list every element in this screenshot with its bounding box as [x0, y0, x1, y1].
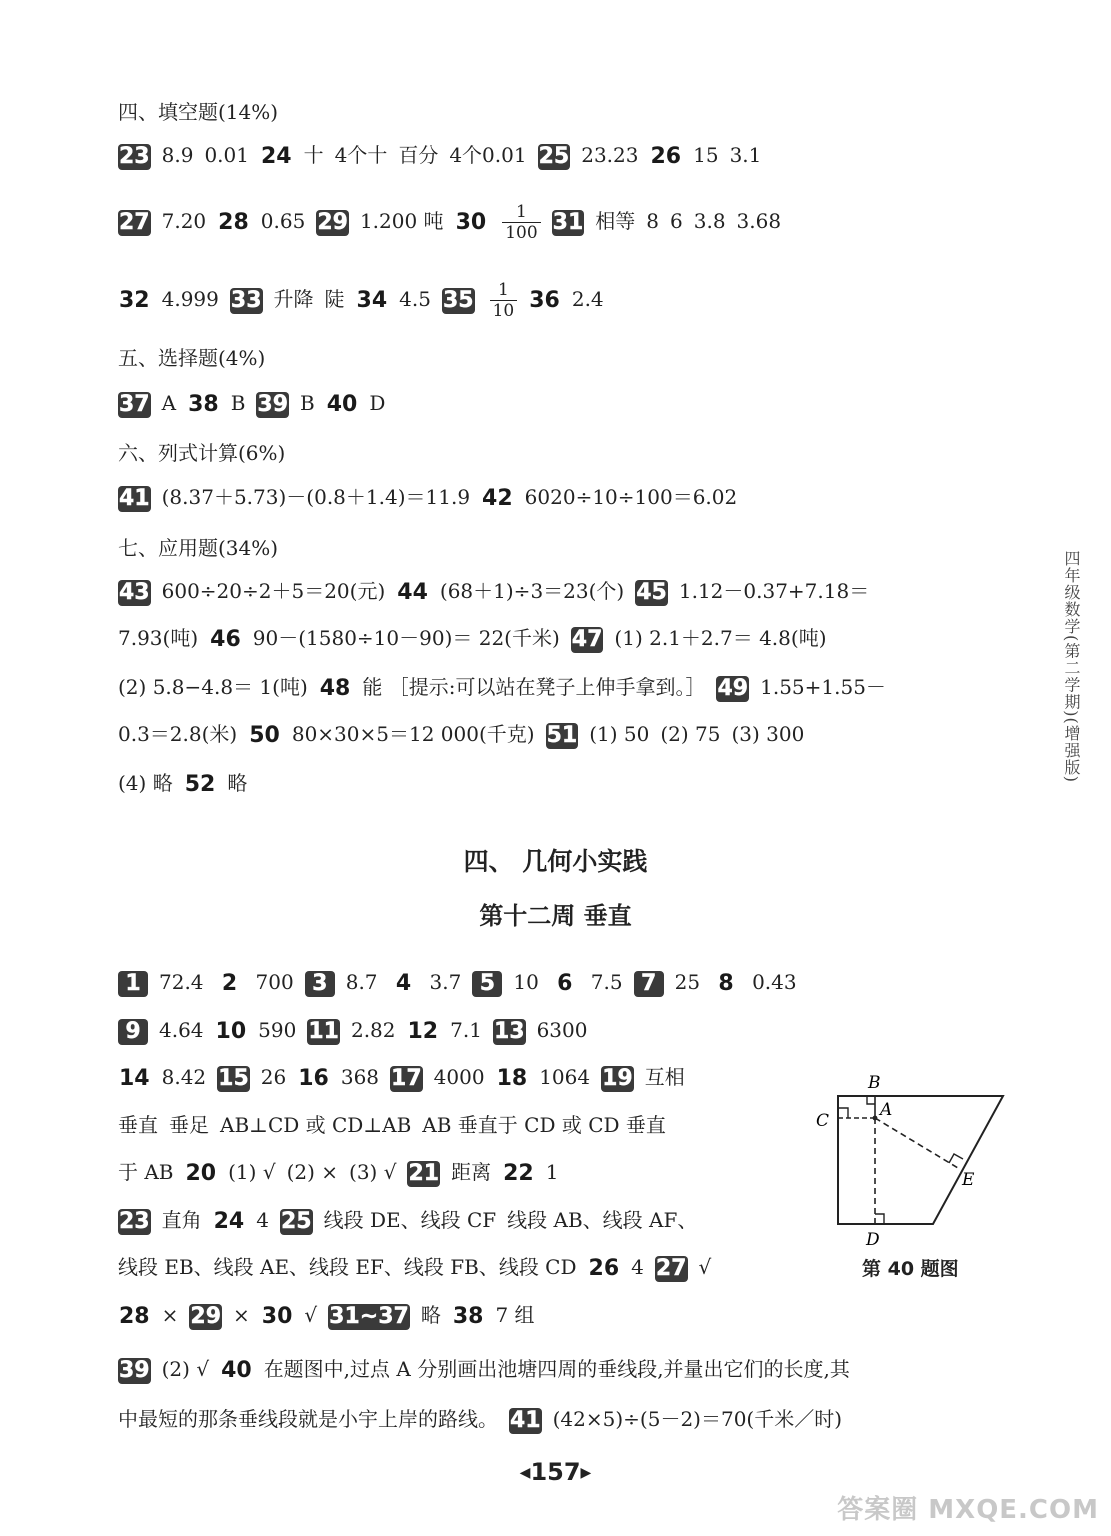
question-number-badge: 30 — [455, 209, 487, 235]
question-number-badge: 31~37 — [329, 1303, 409, 1329]
answer-text: (3) √ — [349, 1160, 397, 1184]
answer-line — [118, 1110, 677, 1140]
question-number-badge: 33 — [230, 287, 262, 313]
question-number-badge: 25 — [538, 143, 570, 169]
answer-line — [118, 623, 838, 653]
question-number-badge: 5 — [472, 971, 502, 997]
question-number-badge: 29 — [190, 1303, 222, 1329]
question-number-badge: 24 — [260, 143, 292, 169]
left-arrow-icon: ◀ — [519, 1465, 531, 1481]
question-number-badge: 41 — [510, 1407, 541, 1433]
answer-line — [118, 768, 258, 798]
answer-text: 十 — [303, 143, 324, 167]
question-number-badge: 40 — [221, 1357, 252, 1383]
answer-text: 7.20 — [161, 209, 207, 233]
question-number-badge: 18 — [496, 1065, 528, 1091]
label-e: E — [962, 1170, 975, 1190]
answer-text: 2.4 — [571, 287, 604, 311]
answer-text: 0.43 — [752, 970, 797, 994]
answer-text: 3.1 — [729, 143, 762, 167]
question-number-badge: 8 — [718, 970, 734, 996]
section-fill-heading: 四、填空题(14%) — [118, 100, 279, 124]
question-number-badge: 35 — [442, 287, 474, 313]
figure-caption: 第 40 题图 — [862, 1258, 959, 1280]
answer-text: 26 — [260, 1065, 287, 1089]
question-number-badge: 19 — [602, 1065, 633, 1091]
answer-text: B — [300, 391, 315, 415]
question-number-badge: 14 — [119, 1065, 150, 1091]
answer-line — [118, 202, 792, 243]
question-number-badge: 47 — [571, 626, 603, 652]
question-number-badge: 29 — [317, 209, 348, 235]
answer-line — [118, 1015, 598, 1045]
answer-text: 8.42 — [161, 1065, 207, 1089]
question-number-badge: 6 — [557, 970, 573, 996]
answer-text: 直角 — [161, 1208, 202, 1232]
question-number-badge: 7 — [634, 971, 664, 997]
answer-text: 距离 — [451, 1160, 492, 1184]
answer-text: 8 — [646, 209, 659, 233]
question-number-badge: 36 — [529, 287, 560, 313]
answer-text: 1.12－0.37+7.18＝ — [678, 579, 870, 603]
question-number-badge: 11 — [308, 1018, 339, 1044]
question-number-badge: 39 — [257, 391, 289, 417]
section-calc-heading: 六、列式计算(6%) — [118, 441, 286, 465]
question-number-badge: 26 — [588, 1255, 620, 1281]
label-b: B — [868, 1073, 881, 1093]
question-number-badge: 31 — [552, 209, 584, 235]
answer-text: 8.7 — [345, 970, 378, 994]
question-number-badge: 38 — [452, 1303, 484, 1329]
answer-text: 80×30×5＝12 000(千克) — [291, 722, 535, 746]
answer-text: 能 ［提示:可以站在凳子上伸手拿到。］ — [362, 675, 706, 699]
answer-text: 4 — [631, 1255, 644, 1279]
answer-text: 1.200 吨 — [359, 209, 444, 233]
answer-line — [118, 672, 897, 702]
answer-text: (4) 略 — [118, 771, 173, 795]
answer-text: × — [161, 1303, 179, 1327]
question-number-badge: 51 — [546, 722, 578, 748]
answer-text: 90－(1580÷10－90)＝ 22(千米) — [252, 626, 560, 650]
answer-text: 7.1 — [450, 1018, 482, 1042]
question-number-badge: 24 — [213, 1208, 245, 1234]
answer-text: 中最短的那条垂线段就是小宇上岸的路线。 — [118, 1407, 498, 1431]
answer-text: 4000 — [433, 1065, 485, 1089]
answer-text: 百分 — [398, 143, 439, 167]
question-number-badge: 2 — [221, 970, 238, 996]
answer-text: 略 — [227, 771, 248, 795]
answer-text: (2) × — [286, 1160, 339, 1184]
section-choice-heading: 五、选择题(4%) — [118, 346, 266, 370]
question-number-badge: 4 — [395, 970, 412, 996]
question-number-badge: 28 — [119, 1303, 150, 1329]
right-angle-c — [838, 1108, 848, 1118]
right-arrow-icon: ▶ — [580, 1465, 592, 1481]
answer-text: 线段 AB、线段 AF、 — [507, 1208, 698, 1232]
answer-text: 0.65 — [260, 209, 306, 233]
answer-text: A — [161, 391, 177, 415]
answer-text: 相等 — [595, 209, 636, 233]
answer-text: 4.5 — [399, 287, 431, 311]
answer-text: 垂直 — [118, 1113, 158, 1137]
answer-text: (3) 300 — [731, 722, 805, 746]
chapter-title: 四、 几何小实践 — [463, 847, 648, 876]
question-number-badge: 3 — [305, 971, 335, 997]
question-number-badge: 1 — [118, 971, 148, 997]
answer-text: √ — [304, 1303, 318, 1327]
fraction-numerator: 1 — [490, 280, 518, 301]
answer-text: 10 — [513, 970, 539, 994]
answer-text: 4.999 — [161, 287, 219, 311]
fraction-denominator: 10 — [492, 301, 515, 321]
question-number-badge: 27 — [655, 1255, 687, 1281]
question-number-badge: 34 — [356, 287, 388, 313]
answer-text: 0.01 — [204, 143, 249, 167]
question-number-badge: 50 — [249, 722, 280, 748]
answer-text: 略 — [420, 1303, 441, 1327]
fraction-numerator: 1 — [502, 202, 540, 223]
answer-text: 6300 — [536, 1018, 588, 1042]
question-number-badge: 23 — [119, 1208, 150, 1234]
answer-text: 1.55+1.55－ — [760, 675, 886, 699]
answer-text: (68＋1)÷3＝23(个) — [439, 579, 625, 603]
side-book-title: 四年级数学(第二学期)(增强版) — [1062, 550, 1081, 783]
answer-text: 6 — [670, 209, 683, 233]
label-a: A — [880, 1100, 893, 1120]
answer-text: AB⊥CD 或 CD⊥AB — [220, 1113, 412, 1137]
answer-text: 590 — [258, 1018, 297, 1042]
answer-text: 7 组 — [495, 1303, 535, 1327]
answer-line — [118, 1205, 708, 1235]
answer-text: 368 — [340, 1065, 380, 1089]
pond-outline — [838, 1096, 1003, 1224]
answer-text: B — [230, 391, 246, 415]
label-d: D — [866, 1230, 880, 1250]
point-a — [873, 1116, 878, 1121]
answer-line — [118, 1252, 722, 1282]
question-number-badge: 39 — [119, 1357, 150, 1383]
question-number-badge: 46 — [210, 626, 241, 652]
fraction — [490, 280, 518, 321]
answer-text: 7.5 — [590, 970, 623, 994]
right-angle-d — [875, 1214, 884, 1224]
page-number — [0, 1458, 1111, 1486]
answer-text: (2) √ — [161, 1357, 210, 1381]
answer-text: (1) √ — [228, 1160, 276, 1184]
answer-text: AB 垂直于 CD 或 CD 垂直 — [422, 1113, 666, 1137]
question-number-badge: 32 — [119, 287, 150, 313]
question-number-badge: 12 — [407, 1018, 439, 1044]
answer-text: 线段 EB、线段 AE、线段 EF、线段 FB、线段 CD — [118, 1255, 577, 1279]
answer-line — [118, 576, 880, 606]
answer-text: 3.8 — [693, 209, 726, 233]
answer-text: 8.9 — [161, 143, 194, 167]
answer-line — [118, 1300, 546, 1330]
question-number-badge: 25 — [280, 1208, 312, 1234]
answer-text: 升降 — [273, 287, 314, 311]
fraction — [502, 202, 540, 243]
question-number-badge: 40 — [326, 391, 358, 417]
answer-text: (2) 5.8−4.8＝ 1(吨) — [118, 675, 308, 699]
answer-text: 1 — [545, 1160, 559, 1184]
answer-text: (42×5)÷(5－2)＝70(千米／时) — [552, 1407, 843, 1431]
question-number-badge: 48 — [319, 675, 351, 701]
answer-text: 600÷20÷2＋5＝20(元) — [161, 579, 386, 603]
question-number-badge: 26 — [650, 143, 682, 169]
question-number-badge: 20 — [185, 1160, 217, 1186]
answer-text: 于 AB — [118, 1160, 174, 1184]
answer-line — [118, 1062, 696, 1092]
question-number-badge: 10 — [215, 1018, 247, 1044]
answer-text: 4 — [256, 1208, 269, 1232]
answer-text: 4.64 — [159, 1018, 204, 1042]
answer-text: 1064 — [539, 1065, 591, 1089]
page-number-text: 157 — [530, 1458, 581, 1486]
right-angle-b — [867, 1096, 875, 1104]
answer-text: 线段 DE、线段 CF — [323, 1208, 497, 1232]
answer-text: 0.3＝2.8(米) — [118, 722, 238, 746]
question-number-badge: 28 — [218, 209, 249, 235]
watermark: 答案圈 MXQE.COM — [837, 1495, 1099, 1525]
question-number-badge: 16 — [298, 1065, 329, 1091]
figure-40-diagram — [808, 1068, 1018, 1253]
answer-text: (1) 2.1＋2.7＝ 4.8(吨) — [614, 626, 827, 650]
question-number-badge: 13 — [493, 1018, 525, 1044]
answer-text: 3.7 — [429, 970, 462, 994]
answer-text: 6020÷10÷100＝6.02 — [524, 485, 738, 509]
answer-line — [118, 1404, 853, 1434]
question-number-badge: 45 — [636, 579, 667, 605]
answer-line — [118, 967, 808, 997]
answer-text: 2.82 — [350, 1018, 396, 1042]
question-number-badge: 37 — [119, 391, 150, 417]
answer-text: 陡 — [324, 287, 345, 311]
section-app-heading: 七、应用题(34%) — [118, 536, 279, 560]
answer-text: 25 — [674, 970, 701, 994]
question-number-badge: 22 — [503, 1160, 534, 1186]
answer-text: (1) 50 — [589, 722, 650, 746]
answer-line — [118, 280, 615, 321]
question-number-badge: 17 — [391, 1065, 422, 1091]
answer-text: 4个十 — [334, 143, 388, 167]
answer-text: 3.68 — [736, 209, 782, 233]
right-angle-e — [949, 1154, 963, 1163]
answer-text: D — [369, 391, 386, 415]
fraction-denominator: 100 — [505, 223, 538, 243]
question-number-badge: 21 — [408, 1160, 440, 1186]
question-number-badge: 41 — [119, 485, 150, 511]
question-number-badge: 43 — [119, 579, 150, 605]
answer-text: 700 — [255, 970, 294, 994]
label-c: C — [816, 1111, 830, 1131]
answer-text: × — [233, 1303, 250, 1327]
answer-text: 72.4 — [159, 970, 204, 994]
question-number-badge: 38 — [188, 391, 219, 417]
week-title: 第十二周 垂直 — [479, 902, 632, 930]
answer-text: 互相 — [644, 1065, 685, 1089]
answer-text: 垂足 — [169, 1113, 209, 1137]
answer-line — [118, 719, 815, 749]
answer-line — [118, 1157, 569, 1187]
question-number-badge: 27 — [119, 209, 150, 235]
answer-text: 7.93(吨) — [118, 626, 199, 650]
question-number-badge: 49 — [717, 675, 749, 701]
question-number-badge: 44 — [397, 579, 428, 605]
question-number-badge: 15 — [218, 1065, 249, 1091]
perpendicular-ae — [875, 1118, 958, 1168]
answer-text: (2) 75 — [660, 722, 721, 746]
question-number-badge: 42 — [482, 485, 513, 511]
answer-line — [118, 388, 396, 418]
answer-text: 23.23 — [581, 143, 639, 167]
question-number-badge: 52 — [184, 771, 216, 797]
answer-line — [118, 1354, 861, 1384]
answer-line — [118, 140, 772, 170]
question-number-badge: 9 — [118, 1019, 148, 1045]
answer-text: 在题图中,过点 A 分别画出池塘四周的垂线段,并量出它们的长度,其 — [263, 1357, 850, 1381]
answer-text: (8.37＋5.73)－(0.8＋1.4)＝11.9 — [161, 485, 471, 509]
question-number-badge: 30 — [261, 1303, 293, 1329]
answer-text: √ — [698, 1255, 712, 1279]
answer-text: 4个0.01 — [449, 143, 527, 167]
question-number-badge: 23 — [119, 143, 150, 169]
answer-line — [118, 482, 748, 512]
answer-text: 15 — [693, 143, 719, 167]
